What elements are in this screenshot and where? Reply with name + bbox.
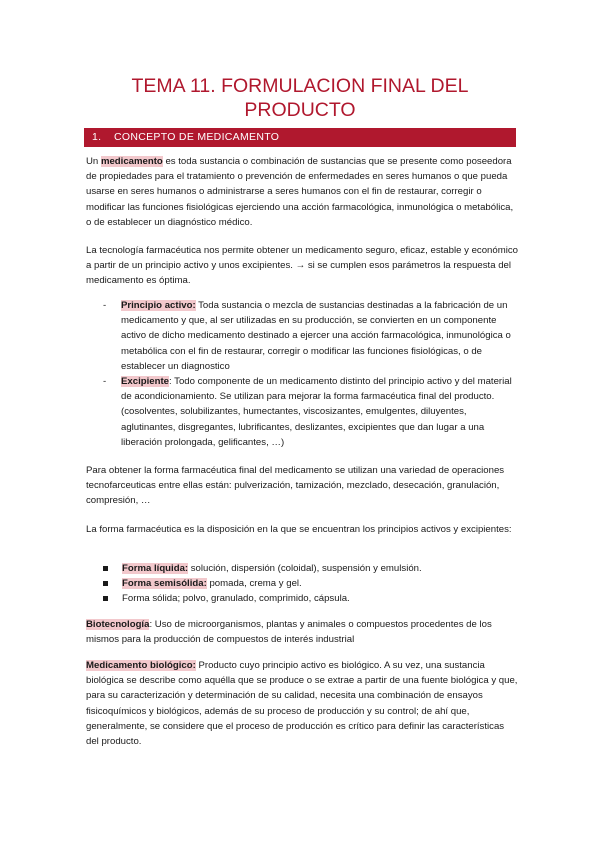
text-run: Producto cuyo principio activo es biológico. A su vez, una sustancia biológica se describe como aquélla que se produce o se extrae a partir de una fuente biológica y que, para su caracterización y determinación de su calidad, necesita una combinación de ensayos fisicoquímicos y biológicos, además de su proceso de producción y su control; de ahí que, generalmente, se considere que el proceso de producción es crítico para definir las características del producto. (86, 660, 518, 748)
highlight-term: Principio activo: (121, 300, 196, 311)
text-run: : Todo componente de un medicamento distinto del principio activo y del material de acondicionamiento. Se utilizan para mejorar la forma farmacéutica final del producto. (cosolventes, solubilizantes, humectantes, viscosizantes, emulgentes, diluyentes, aglutinantes, disgregantes, lubrificantes, deslizantes, excipientes que dan lugar a una liberación prolongada, gelificantes, …) (121, 376, 512, 448)
list-marker: - (103, 376, 107, 388)
text-run: Forma sólida; polvo, granulado, comprimido, cápsula. (122, 593, 350, 605)
highlight-term: Medicamento biológico: (86, 660, 196, 671)
paragraph-biotechnology (86, 617, 518, 647)
paragraph-definition (86, 154, 518, 230)
list-item (103, 591, 518, 606)
text-run: Toda sustancia o mezcla de sustancias destinadas a la fabricación de un medicamento y que, al ser utilizadas en su producción, se convierten en un componente activo de dicho medicamento destinado a ejercer una acción farmacológica, inmunológica o metabólica con el fin de restaurar, corregir o modificar las funciones fisiológicas, o de establecer un diagnostico (121, 300, 511, 372)
highlight-term: Forma líquida: (122, 563, 189, 574)
list-item (103, 561, 518, 576)
list-marker: - (103, 300, 107, 311)
text-run: : Uso de microorganismos, plantas y animales o compuestos procedentes de los mismos para la producción de compuestos de interés industrial (86, 619, 492, 646)
text-run: La tecnología farmacéutica nos permite obtener un medicamento seguro, eficaz, estable y económico a partir de un principio activo y unos excipientes. → si se cumplen esos parámetros la respuesta del medicamento es óptima. (86, 245, 518, 287)
list-item (103, 576, 518, 591)
section-header (84, 128, 516, 147)
page-title (0, 74, 600, 122)
title-line-1: TEMA 11. FORMULACION FINAL DEL (131, 75, 469, 97)
section-number: 1. (92, 131, 102, 143)
title-line-2: PRODUCTO (244, 99, 356, 121)
paragraph-forms (86, 522, 518, 537)
text-run: solución, dispersión (coloidal), suspensión y emulsión. (188, 563, 422, 574)
text-run: es toda sustancia o combinación de sustancias que se presente como poseedora de propiedades para el tratamiento o prevención de enfermedades en seres humanos o que pueda usarse en seres humanos o administrarse a seres humanos con el fin de restaurar, corregir o modificar las funciones fisiológicas ejerciendo una acción farmacológica, inmunológica o metabólica, o de establecer un diagnóstico médico. (86, 156, 514, 228)
square-bullet-icon (103, 566, 108, 571)
square-bullet-icon (103, 596, 108, 601)
dash-list (101, 298, 518, 450)
text-run: Un (86, 156, 101, 167)
list-item (101, 298, 518, 374)
highlight-term: Excipiente (121, 376, 169, 388)
highlight-term: Biotecnología (86, 619, 150, 630)
list-item (101, 374, 518, 450)
highlight-term: Forma semisólida: (122, 578, 207, 590)
text-run: La forma farmacéutica es la disposición en la que se encuentran los principios activos y excipientes: (86, 524, 512, 535)
paragraph-operations (86, 463, 518, 509)
section-label: CONCEPTO DE MEDICAMENTO (114, 131, 280, 143)
paragraph-technology (86, 243, 518, 289)
paragraph-biologic (86, 658, 518, 749)
text-run: pomada, crema y gel. (206, 578, 302, 590)
text-run: Para obtener la forma farmacéutica final del medicamento se utilizan una variedad de operaciones tecnofarceuticas entre ellas están: pulverización, tamización, mezclado, desecación, granulación, compresión, … (86, 465, 505, 507)
square-list (103, 561, 518, 607)
square-bullet-icon (103, 581, 108, 586)
highlight-term: medicamento (100, 156, 163, 167)
